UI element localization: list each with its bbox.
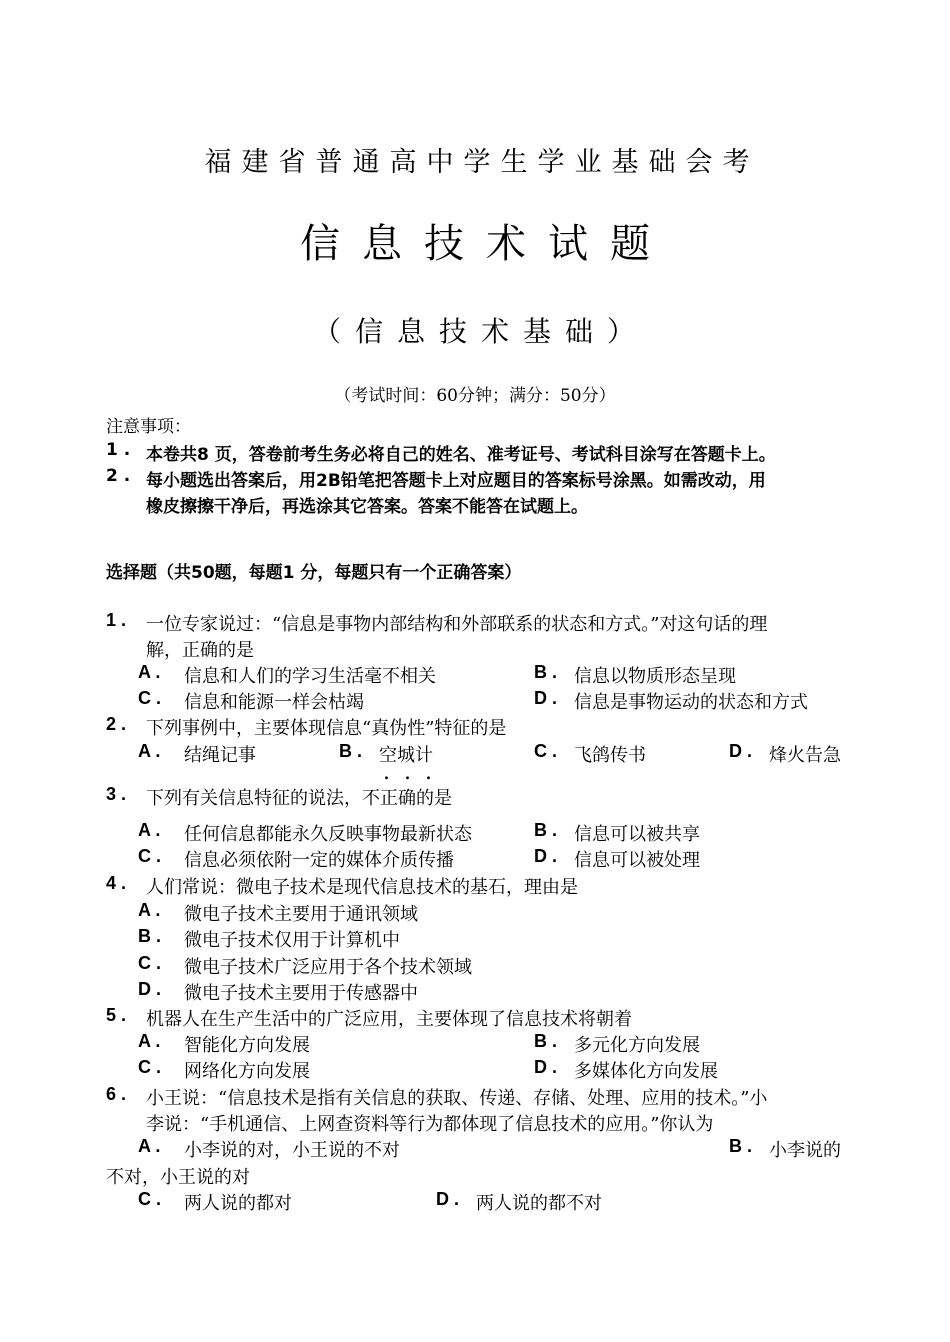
question-3-option-c[interactable]: 信息必须依附一定的媒体介质传播	[184, 850, 454, 871]
question-4-option-d[interactable]: 微电子技术主要用于传感器中	[184, 983, 418, 1004]
question-3-option-a-label: A .	[138, 820, 161, 840]
question-5-option-d-label: D .	[534, 1057, 558, 1077]
question-4-option-a[interactable]: 微电子技术主要用于通讯领域	[184, 904, 418, 925]
question-2-stem-line1: 下列事例中，主要体现信息“真伪性”特征的是	[146, 718, 507, 739]
notice-item2-text-line1: 每小题选出答案后，用2B铅笔把答题卡上对应题目的答案标号涂黑。如需改动，用	[146, 471, 766, 491]
section-title: 选择题（共50题，每题1 分，每题只有一个正确答案）	[106, 563, 522, 583]
question-6-option-b-part1[interactable]: 小李说的	[769, 1140, 841, 1161]
question-6-option-c-label: C .	[138, 1189, 162, 1209]
exam-subject-title: 信息技术试题	[300, 221, 672, 267]
question-4-option-a-label: A .	[138, 900, 161, 920]
notice-item2-num: 2 .	[106, 466, 131, 486]
question-1-number: 1 .	[106, 610, 127, 630]
question-1-option-d[interactable]: 信息是事物运动的状态和方式	[574, 692, 808, 713]
question-3-option-b[interactable]: 信息可以被共享	[574, 824, 700, 845]
question-2-option-d-label: D .	[729, 741, 753, 761]
question-6-option-a-label: A .	[138, 1136, 161, 1156]
notice-item2-text-line2: 橡皮擦擦干净后，再选涂其它答案。答案不能答在试题上。	[146, 497, 588, 517]
question-4-stem-line1: 人们常说：微电子技术是现代信息技术的基石，理由是	[146, 877, 578, 898]
question-2-number: 2 .	[106, 714, 127, 734]
question-5-option-b-label: B .	[534, 1031, 558, 1051]
question-5-number: 5 .	[106, 1005, 127, 1025]
question-2-option-d[interactable]: 烽火告急	[769, 745, 841, 766]
question-2-option-c-label: C .	[534, 741, 558, 761]
question-5-option-d[interactable]: 多媒体化方向发展	[574, 1061, 718, 1082]
question-4-option-c-label: C .	[138, 953, 162, 973]
question-6-stem-line2: 李说：“手机通信、上网查资料等行为都体现了信息技术的应用。”你认为	[146, 1114, 714, 1135]
question-3-number: 3 .	[106, 784, 127, 804]
question-3-option-c-label: C .	[138, 846, 162, 866]
question-1-option-c-label: C .	[138, 688, 162, 708]
question-6-option-c[interactable]: 两人说的都对	[184, 1193, 292, 1214]
question-4-option-c[interactable]: 微电子技术广泛应用于各个技术领域	[184, 957, 472, 978]
question-6-option-b-part2[interactable]: 不对，小王说的对	[106, 1167, 250, 1188]
question-2-option-c[interactable]: 飞鸽传书	[574, 745, 646, 766]
question-3-option-b-label: B .	[534, 820, 558, 840]
question-1-stem-line2: 解，正确的是	[146, 640, 254, 661]
question-6-number: 6 .	[106, 1084, 127, 1104]
question-1-option-b[interactable]: 信息以物质形态呈现	[574, 666, 736, 687]
notice-item1-text: 本卷共8 页，答卷前考生务必将自己的姓名、准考证号、考试科目涂写在答题卡上。	[146, 445, 776, 465]
question-1-option-b-label: B .	[534, 662, 558, 682]
exam-time-info: （考试时间：60分钟；满分：50分）	[334, 386, 616, 406]
question-6-option-d-label: D .	[436, 1189, 460, 1209]
question-5-option-c-label: C .	[138, 1057, 162, 1077]
question-4-option-d-label: D .	[138, 979, 162, 999]
question-2-option-a[interactable]: 结绳记事	[184, 745, 256, 766]
question-3-stem-line1: 下列有关信息特征的说法，不正确的是	[146, 788, 452, 809]
question-3-option-a[interactable]: 任何信息都能永久反映事物最新状态	[184, 824, 472, 845]
question-6-option-d[interactable]: 两人说的都不对	[476, 1193, 602, 1214]
question-3-option-d[interactable]: 信息可以被处理	[574, 850, 700, 871]
question-6-option-b-label: B .	[729, 1136, 753, 1156]
question-4-option-b-label: B .	[138, 926, 162, 946]
question-5-option-a-label: A .	[138, 1031, 161, 1051]
question-1-option-d-label: D .	[534, 688, 558, 708]
question-5-option-b[interactable]: 多元化方向发展	[574, 1035, 700, 1056]
emphasis-dots: ...	[383, 760, 446, 785]
question-1-option-a[interactable]: 信息和人们的学习生活毫不相关	[184, 666, 436, 687]
question-6-stem-line1: 小王说：“信息技术是指有关信息的获取、传递、存储、处理、应用的技术。”小	[146, 1088, 768, 1109]
exam-header-title: 福建省普通高中学生学业基础会考	[204, 147, 760, 178]
question-2-option-b[interactable]: 空城计	[379, 745, 433, 766]
question-5-stem-line1: 机器人在生产生活中的广泛应用，主要体现了信息技术将朝着	[146, 1009, 632, 1030]
question-1-stem-line1: 一位专家说过：“信息是事物内部结构和外部联系的状态和方式。”对这句话的理	[146, 614, 768, 635]
question-5-option-a[interactable]: 智能化方向发展	[184, 1035, 310, 1056]
exam-part-title: （信息技术基础）	[312, 315, 649, 348]
question-2-option-b-label: B .	[339, 741, 363, 761]
question-5-option-c[interactable]: 网络化方向发展	[184, 1061, 310, 1082]
question-3-option-d-label: D .	[534, 846, 558, 866]
notice-item1-num: 1 .	[106, 440, 131, 460]
question-2-option-a-label: A .	[138, 741, 161, 761]
question-4-option-b[interactable]: 微电子技术仅用于计算机中	[184, 930, 400, 951]
question-1-option-a-label: A .	[138, 662, 161, 682]
question-4-number: 4 .	[106, 873, 127, 893]
question-6-option-a[interactable]: 小李说的对，小王说的不对	[184, 1140, 400, 1161]
question-1-option-c[interactable]: 信息和能源一样会枯竭	[184, 692, 364, 713]
notice-heading: 注意事项：	[106, 417, 191, 437]
